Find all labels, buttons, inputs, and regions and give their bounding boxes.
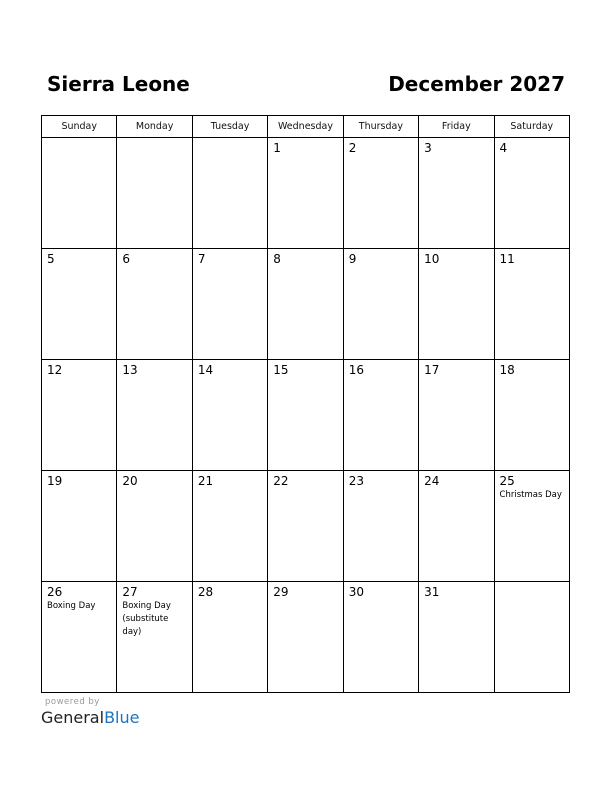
day-cell [343,360,418,471]
day-number: 2 [348,141,357,155]
day-number: 8 [273,252,281,266]
holiday-label: Christmas Day [499,490,562,500]
day-cell [192,360,267,471]
day-number: 3 [424,141,432,155]
day-cell [268,471,343,582]
brand-general: General [41,708,105,727]
week-row [42,138,570,249]
day-cell [192,471,267,582]
day-cell [42,249,117,360]
day-number: 18 [499,363,515,377]
day-cell [494,138,569,249]
week-row [42,471,570,582]
day-cell [343,582,418,693]
month-year-title: December 2027 [388,72,565,96]
day-cell [117,360,192,471]
brand-blue: Blue [104,708,140,727]
generalblue-logo[interactable] [41,708,139,727]
day-cell [494,471,569,582]
day-cell [419,471,494,582]
week-row [42,249,570,360]
day-number: 29 [273,585,289,599]
day-number: 5 [47,252,55,266]
day-cell [42,360,117,471]
day-number: 14 [197,363,214,377]
day-number: 9 [348,252,357,266]
day-number: 21 [197,474,214,488]
day-cell [117,471,192,582]
day-number: 1 [273,141,281,155]
day-number: 28 [197,585,214,599]
day-cell [42,471,117,582]
day-number: 26 [47,585,63,599]
day-cell [419,249,494,360]
day-number: 25 [499,474,515,488]
calendar-grid [41,115,570,693]
weekday-header-row [42,116,570,138]
day-cell [419,138,494,249]
weekday-header: Friday [419,116,494,138]
day-number: 12 [47,363,63,377]
day-number: 23 [348,474,364,488]
day-cell [268,582,343,693]
day-number: 31 [424,585,440,599]
weekday-header: Wednesday [268,116,343,138]
day-number: 17 [424,363,440,377]
day-cell [117,249,192,360]
day-cell [419,360,494,471]
week-row [42,582,570,693]
day-number: 16 [348,363,364,377]
day-cell [117,582,192,693]
day-number: 10 [424,252,440,266]
day-cell [268,138,343,249]
day-number: 7 [197,252,206,266]
day-number: 19 [47,474,63,488]
day-number: 22 [273,474,289,488]
holiday-label: Boxing Day (substitute day) [122,601,171,637]
holiday-label: Boxing Day [47,601,96,611]
day-cell [117,138,192,249]
country-title: Sierra Leone [47,72,190,96]
weekday-header: Tuesday [192,116,267,138]
weekday-header: Saturday [494,116,569,138]
day-cell [192,249,267,360]
week-row [42,360,570,471]
day-cell [494,360,569,471]
day-cell [494,249,569,360]
day-cell [42,582,117,693]
footer [41,697,139,727]
day-cell [268,360,343,471]
day-number: 11 [499,252,515,266]
day-cell [343,249,418,360]
day-cell [268,249,343,360]
day-number: 27 [122,585,138,599]
day-cell [192,138,267,249]
day-cell [419,582,494,693]
day-number: 24 [424,474,440,488]
day-cell [192,582,267,693]
day-cell [343,471,418,582]
weekday-header: Monday [117,116,192,138]
day-number: 20 [122,474,138,488]
weekday-header: Sunday [42,116,117,138]
day-number: 30 [348,585,364,599]
day-cell [343,138,418,249]
weekday-header: Thursday [343,116,418,138]
day-number: 6 [122,252,131,266]
day-number: 4 [499,141,508,155]
day-number: 13 [122,363,138,377]
day-cell [494,582,569,693]
day-number: 15 [273,363,289,377]
powered-by-text: powered by [45,697,100,707]
day-cell [42,138,117,249]
